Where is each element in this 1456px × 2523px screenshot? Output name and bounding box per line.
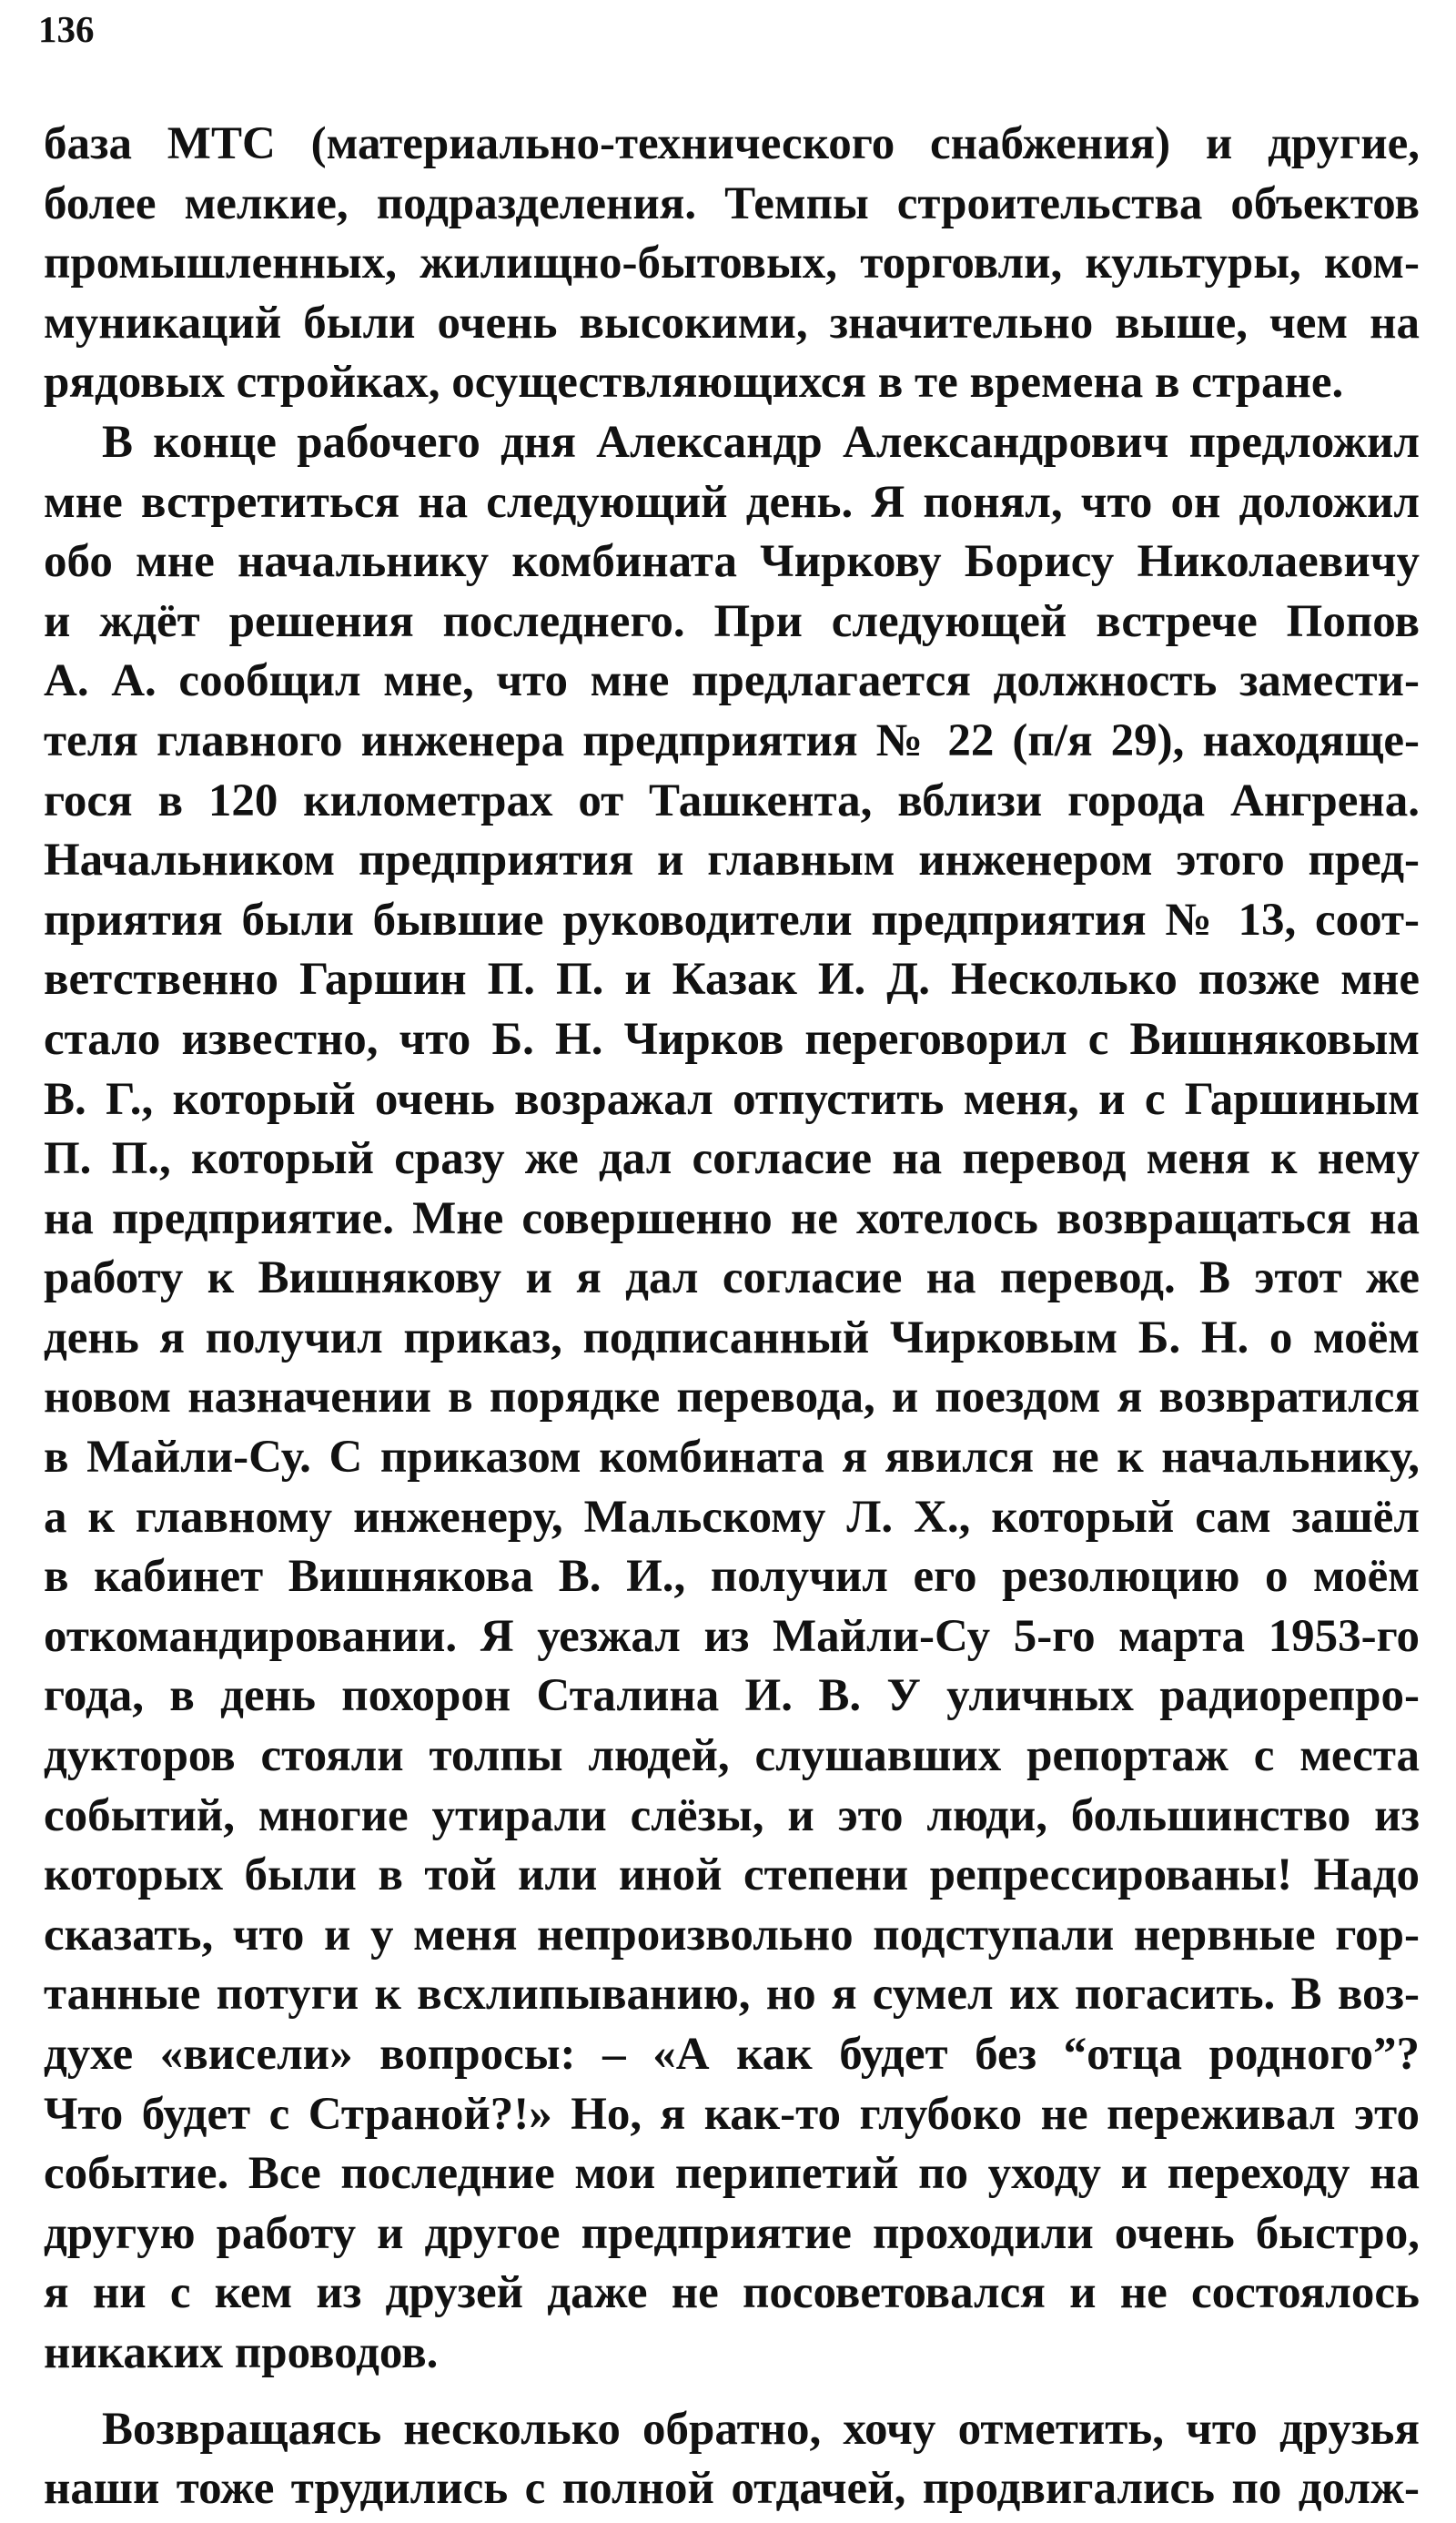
text-line: рядовых стройках, осуществляющихся в те времена в стране. [44, 357, 1344, 409]
text-line: на предприятие. Мне совершенно не хотелось возвращаться на [44, 1192, 1420, 1244]
text-line: событие. Все последние мои перипетий по уходу и переходу на [44, 2148, 1420, 2200]
text-line: откомандировании. Я уезжал из Майли-Су 5-го марта 1953-го [44, 1610, 1420, 1662]
text-line: новом назначении в порядке перевода, и поездом я возвратился [44, 1372, 1420, 1424]
paragraph-continuation [44, 115, 1420, 413]
text-line: сказать, что и у меня непроизвольно подступали нервные гор- [44, 1909, 1420, 1961]
text-line: наши тоже трудились с полной отдачей, продвигались по долж- [44, 2463, 1420, 2515]
text-line: В. Г., который очень возражал отпустить меня, и с Гаршиным [44, 1073, 1420, 1125]
text-line: день я получил приказ, подписанный Чирковым Б. Н. о моём [44, 1312, 1420, 1363]
text-line: работу к Вишнякову и я дал согласие на перевод. В этот же [44, 1252, 1420, 1304]
text-line: стало известно, что Б. Н. Чирков переговорил с Вишняковым [44, 1013, 1420, 1065]
text-line: танные потуги к всхлипыванию, но я сумел их погасить. В воз- [44, 1969, 1420, 2021]
text-line: и ждёт решения последнего. При следующей встрече Попов [44, 595, 1420, 647]
paragraph-spacer [44, 2384, 1420, 2400]
text-line: муникаций были очень высокими, значительно выше, чем на [44, 297, 1420, 349]
text-line: я ни с кем из друзей даже не посоветовался и не состоялось [44, 2267, 1420, 2319]
text-body [44, 115, 1420, 2519]
text-line: духе «висели» вопросы: – «А как будет без “отца родного”? [44, 2029, 1420, 2080]
text-line: ветственно Гаршин П. П. и Казак И. Д. Несколько позже мне [44, 954, 1420, 1006]
text-line: Начальником предприятия и главным инженером этого пред- [44, 835, 1420, 887]
text-line: мне встретиться на следующий день. Я понял, что он доложил [44, 476, 1420, 528]
text-line: база МТС (материально-технического снабжения) и другие, [44, 118, 1420, 169]
text-line: а к главному инженеру, Мальскому Л. Х., который сам зашёл [44, 1491, 1420, 1543]
text-line: Возвращаясь несколько обратно, хочу отметить, что друзья [102, 2403, 1420, 2455]
text-line: приятия были бывшие руководители предприятия № 13, соот- [44, 894, 1420, 946]
text-line: Что будет с Страной?!» Но, я как-то глубоко не переживал это [44, 2088, 1420, 2140]
text-line: обо мне начальнику комбината Чиркову Борису Николаевичу [44, 536, 1420, 588]
text-line: событий, многие утирали слёзы, и это люди, большинство из [44, 1789, 1420, 1841]
text-line: в Майли-Су. С приказом комбината я явился не к начальнику, [44, 1432, 1420, 1484]
text-line: которых были в той или иной степени репрессированы! Надо [44, 1849, 1420, 1901]
text-line: никаких проводов. [44, 2326, 439, 2378]
text-line: дукторов стояли толпы людей, слушавших репортаж с места [44, 1730, 1420, 1782]
text-line: другую работу и другое предприятие проходили очень быстро, [44, 2207, 1420, 2259]
text-line: А. А. сообщил мне, что мне предлагается должность замести- [44, 655, 1420, 707]
text-line: в кабинет Вишнякова В. И., получил его резолюцию о моём [44, 1551, 1420, 1603]
text-line: года, в день похорон Сталина И. В. У уличных радиорепро- [44, 1670, 1420, 1722]
text-line: более мелкие, подразделения. Темпы строительства объектов [44, 177, 1420, 229]
page-number: 136 [38, 8, 95, 50]
text-line: П. П., который сразу же дал согласие на перевод меня к нему [44, 1133, 1420, 1185]
paragraph-friends [44, 2400, 1420, 2519]
text-line: промышленных, жилищно-бытовых, торговли, культуры, ком- [44, 238, 1420, 289]
text-line: гося в 120 километрах от Ташкента, вблизи города Ангрена. [44, 775, 1420, 826]
text-line: В конце рабочего дня Александр Александрович предложил [102, 416, 1420, 468]
text-line: теля главного инженера предприятия № 22 (п/я 29), находяще- [44, 714, 1420, 766]
paragraph-reassignment [44, 413, 1420, 2384]
